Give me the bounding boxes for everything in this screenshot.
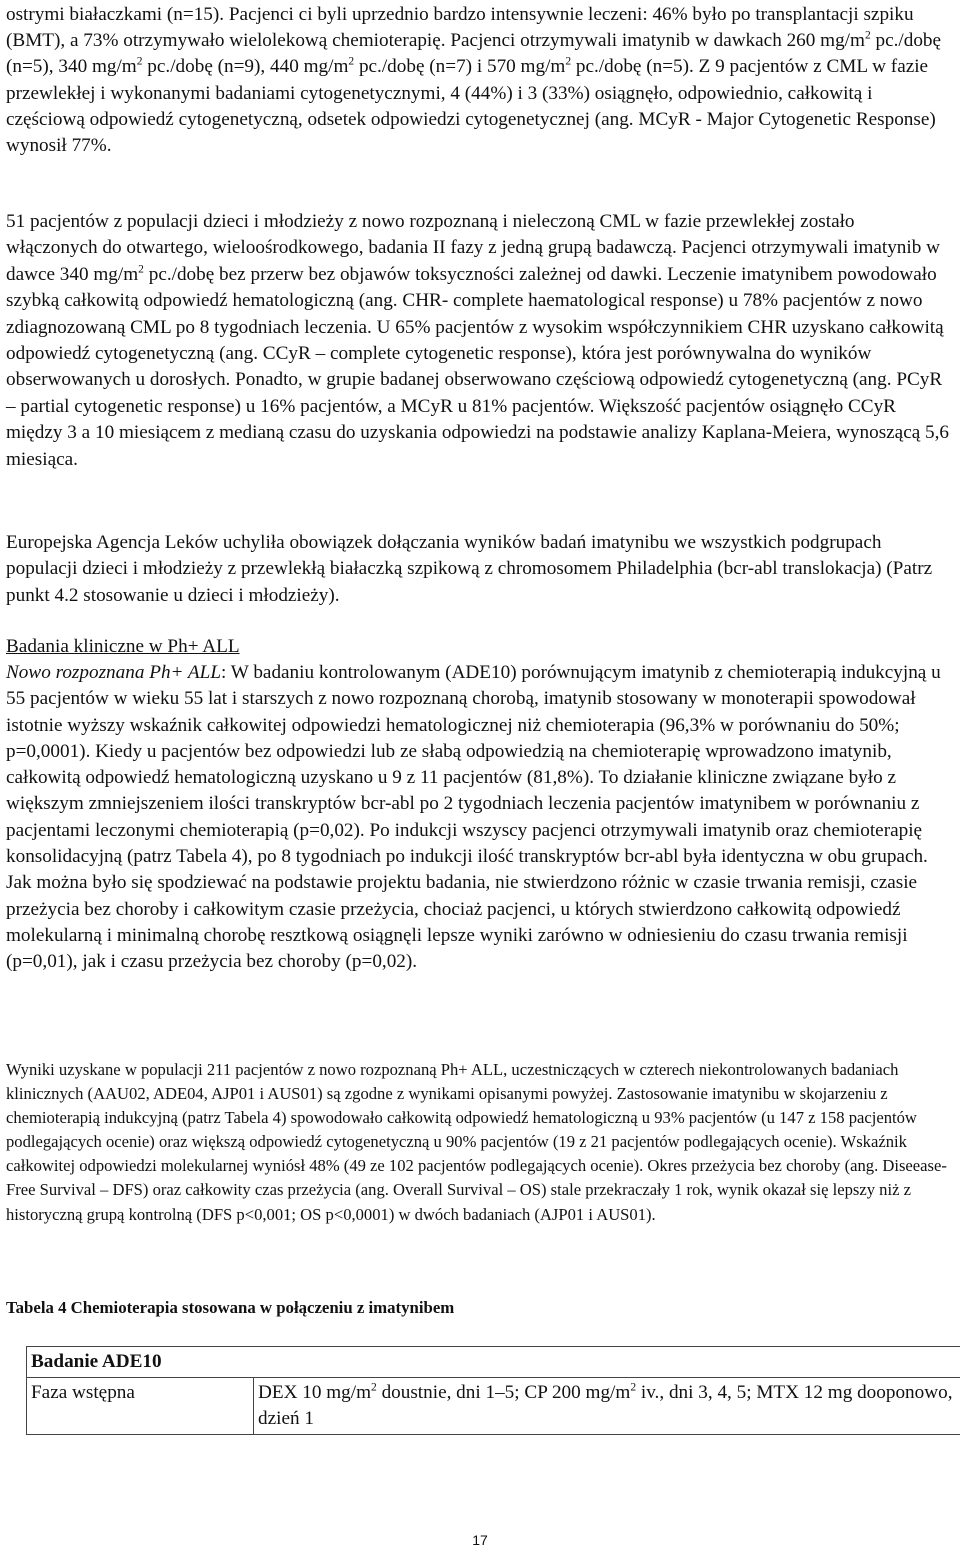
page-number: 17 [472,1532,488,1548]
superscript: 2 [136,56,143,69]
paragraph-ade10-study [6,660,950,976]
text-run: pc./dobę (n=9), 440 mg/m [142,56,349,78]
superscript: 2 [565,56,572,69]
paragraph-uncontrolled-studies: Wyniki uzyskane w populacji 211 pacjentów z nowo rozpoznaną Ph+ ALL, uczestniczących w czterech niekontrolowanych badaniach klinicznych (AAU02, ADE04, AJP01 i AUS01) są zgodne z wynikami opisanymi powyżej. Zastosowanie imatynibu w skojarzeniu z chemioterapią indukcyjną (patrz Tabela 4) spowodowało całkowitą odpowiedź hematologiczną u 93% pacjentów (u 147 z 158 pacjentów podlegających ocenie) oraz większą odpowiedź cytogenetyczną u 90% pacjentów (19 z 21 pacjentów podlegających ocenie). Wskaźnik całkowitej odpowiedzi molekularnej wyniósł 48% (49 ze 102 pacjentów podlegających ocenie). Okres przeżycia bez choroby (ang. Diseease-Free Survival – DFS) oraz całkowity czas przeżycia (ang. Overall Survival – OS) stale przekraczały 1 rok, wynik okazał się lepszy niż z historyczną grupą kontrolną (DFS p<0,001; OS p<0,0001) w dwóch badaniach (AJP01 i AUS01). [6,1060,947,1224]
table-header-cell: Badanie ADE10 [27,1347,960,1378]
paragraph-ema-waiver: Europejska Agencja Leków uchyliła obowiązek dołączania wyników badań imatynibu we wszystkich podgrupach populacji dzieci i młodzieży z przewlekłą białaczką szpikową z chromosomem Philadelphia (bcr-abl translokacja) (Patrz punkt 4.2 stosowanie u dzieci i młodzieży). [6,532,933,606]
chemotherapy-table [26,1346,960,1435]
superscript: 2 [371,1381,377,1394]
text-run: : W badaniu kontrolowanym (ADE10) porównującym imatynib z chemioterapią indukcyjną u 55 pacjentów w wieku 55 lat i starszych z nowo rozpoznaną chorobą, imatynib stosowany w monoterapii spowodował istotnie wyższy wskaźnik całkowitej odpowiedzi hematologicznej niż chemioterapia (96,3% w porównaniu do 50%; p=0,0001). Kiedy u pacjentów bez odpowiedzi lub ze słabą odpowiedzią na chemioterapię wprowadzono imatynib, całkowitą odpowiedź hematologiczną uzyskano u 9 z 11 pacjentów (81,8%). To działanie kliniczne związane było z większym zmniejszeniem ilości transkryptów bcr-abl po 2 tygodniach leczenia pacjentów imatynibem w porównaniu z pacjentami leczonymi chemioterapią (p=0,02). Po indukcji wszyscy pacjenci otrzymywali imatynib oraz chemioterapię konsolidacyjną (patrz Tabela 4), po 8 tygodniach po indukcji ilość transkryptów bcr-abl była identyczna w obu grupach. Jak można było się spodziewać na podstawie projektu badania, nie stwierdzono różnic w czasie trwania remisji, czasie przeżycia bez choroby i całkowitym czasie przeżycia, chociaż pacjenci, u których stwierdzono całkowitą odpowiedź molekularną i minimalną chorobę resztkową osiągnęli lepsze wyniki zarówno w odniesieniu do czasu trwania remisji (p=0,01), jak i czasu przeżycia bez choroby (p=0,02). [6,662,941,973]
text-run: iv., dni 3, 4, 5; MTX 12 mg dooponowo, dzień 1 [258,1382,953,1429]
table-cell-regimen [254,1378,960,1435]
italic-lead: Nowo rozpoznana Ph+ ALL [6,662,221,683]
table-title: Tabela 4 Chemioterapia stosowana w połączeniu z imatynibem [6,1298,455,1317]
text-run: 51 pacjentów z populacji dzieci i młodzieży z nowo rozpoznaną i nieleczoną CML w fazie przewlekłej zostało włączonych do otwartego, wieloośrodkowego, badania II fazy z jedną grupą badawczą. Pacjenci otrzymywali imatynib w dawce 340 mg/m [6,211,940,285]
text-run: pc./dobę (n=5). Z 9 pacjentów z CML w fazie przewlekłej i wykonanymi badaniami cytogenetycznymi, 4 (44%) i 3 (33%) osiągnęło, odpowiednio, całkowitą i częściową odpowiedź cytogenetyczną, odsetek odpowiedzi cytogenetycznej (ang. MCyR - Major Cytogenetic Response) wynosił 77%. [6,56,936,157]
paragraph-pediatric-cml-study [6,209,950,473]
table-cell-phase: Faza wstępna [27,1378,254,1435]
superscript: 2 [348,56,355,69]
text-run: DEX 10 mg/m [258,1382,371,1403]
text-run: pc./dobę bez przerw bez objawów toksyczności zależnej od dawki. Leczenie imatynibem powodowało szybką całkowitą odpowiedź hematologiczną (ang. CHR- complete haematological response) u 78% pacjentów z nowo zdiagnozowaną CML po 8 tygodniach leczenia. U 65% pacjentów z wysokim współczynnikiem CHR uzyskano całkowitą odpowiedź cytogenetyczną (ang. CCyR – complete cytogenetic response), która jest porównywalna do wyników obserwowanych u dorosłych. Ponadto, w grupie badanej obserwowano częściową odpowiedź cytogenetyczną (ang. PCyR – partial cytogenetic response) u 16% pacjentów, a MCyR u 81% pacjentów. Większość pacjentów osiągnęło CCyR między 3 a 10 miesiącem z medianą czasu do uzyskania odpowiedzi na podstawie analizy Kaplana-Meiera, wynoszącą 5,6 miesiąca. [6,263,950,470]
table-row [27,1347,960,1378]
text-run: pc./dobę (n=7) i 570 mg/m [354,56,566,78]
text-run: ostrymi białaczkami (n=15). Pacjenci ci byli uprzednio bardzo intensywnie leczeni: 46% było po transplantacji szpiku (BMT), a 73% otrzymywało wielolekową chemioterapię. Pacjenci otrzymywali imatynib w dawkach 260 mg/m [6,4,914,52]
superscript: 2 [864,29,871,42]
text-run: pc./dobę (n=5), 340 mg/m [6,30,942,78]
table-row [27,1378,960,1435]
paragraph-pediatric-acute-leukemia [6,2,950,159]
superscript: 2 [630,1381,637,1394]
superscript: 2 [138,263,144,276]
text-run: doustnie, dni 1–5; CP 200 mg/m [376,1382,631,1403]
section-heading-clinical-trials: Badania kliniczne w Ph+ ALL [6,636,240,657]
